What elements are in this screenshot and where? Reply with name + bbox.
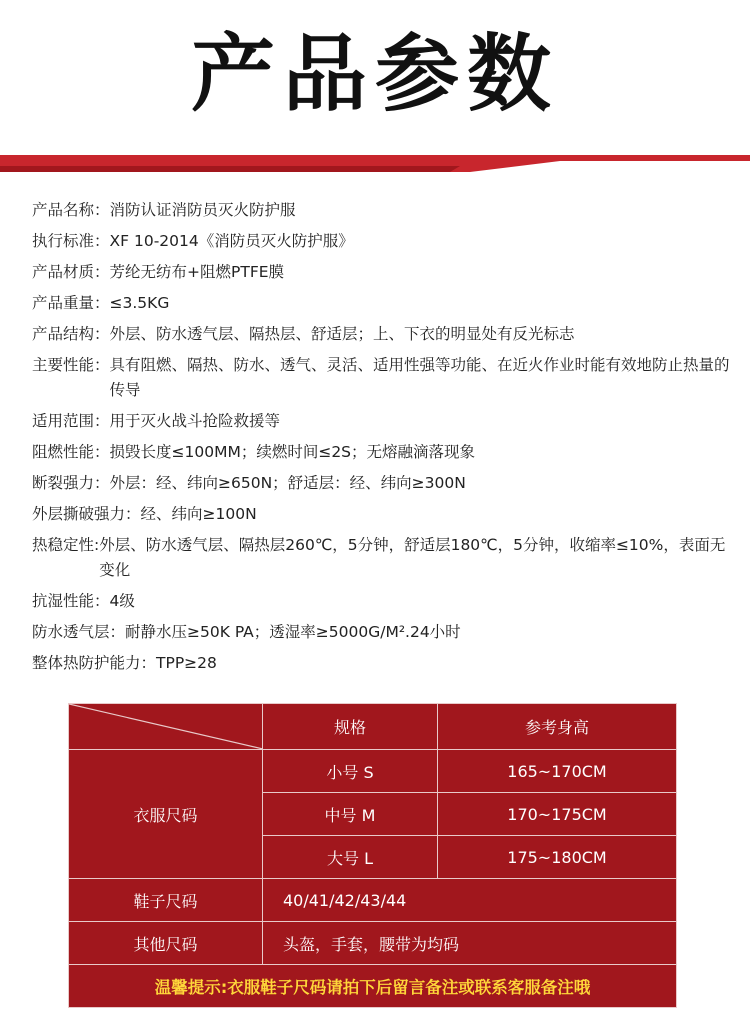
- param-row-performance: [32, 353, 732, 403]
- param-label: 整体热防护能力：: [32, 654, 157, 672]
- param-label: 主要性能：: [32, 356, 110, 374]
- param-label: 适用范围：: [32, 412, 110, 430]
- param-value: XF 10-2014《消防员灭火防护服》: [109, 232, 354, 250]
- diagonal-line: [69, 704, 263, 749]
- table-row: [69, 879, 677, 922]
- table-row: [69, 750, 677, 793]
- param-label: 断裂强力：: [32, 474, 110, 492]
- param-label: 产品名称：: [32, 201, 110, 219]
- param-value: 消防认证消防员灭火防护服: [109, 201, 296, 219]
- size-table: [68, 703, 677, 1008]
- param-row-waterproof: [32, 620, 732, 645]
- param-row-wet: [32, 589, 732, 614]
- param-label: 抗湿性能：: [32, 592, 110, 610]
- other-size-value: 头盔，手套，腰带为均码: [263, 922, 677, 965]
- table-row: [69, 965, 677, 1008]
- param-row-weight: [32, 291, 732, 316]
- clothing-height-cell: 170~175CM: [438, 793, 677, 836]
- clothing-height-cell: 165~170CM: [438, 750, 677, 793]
- param-label: 外层撕破强力：: [32, 505, 141, 523]
- parameter-list: [32, 198, 732, 682]
- param-value: 经、纬向≥100N: [140, 505, 257, 523]
- param-value: 外层、防水透气层、隔热层、舒适层；上、下衣的明显处有反光标志: [109, 325, 575, 343]
- param-value: 外层、防水透气层、隔热层260℃，5分钟，舒适层180℃，5分钟，收缩率≤10%，表面无变化: [99, 536, 726, 579]
- param-label: 防水透气层：: [32, 623, 126, 641]
- param-value: 损毁长度≤100MM；续燃时间≤2S；无熔融滴落现象: [109, 443, 476, 461]
- diagonal-corner-cell: [69, 704, 263, 750]
- param-row-tpp: [32, 651, 732, 676]
- size-table-header: [69, 704, 677, 750]
- param-value: 芳纶无纺布+阻燃PTFE膜: [109, 263, 285, 281]
- param-value: ≤3.5KG: [109, 294, 170, 312]
- page-title: 产品参数: [190, 25, 559, 123]
- param-value: 用于灭火战斗抢险救援等: [109, 412, 281, 430]
- shoe-size-label: 鞋子尺码: [69, 879, 263, 922]
- header-spec: 规格: [263, 704, 438, 750]
- param-row-standard: [32, 229, 732, 254]
- clothing-height-cell: 175~180CM: [438, 836, 677, 879]
- table-row: [69, 922, 677, 965]
- clothing-size-cell: 大号 L: [263, 836, 438, 879]
- clothing-size-label: 衣服尺码: [69, 750, 263, 879]
- clothing-size-cell: 中号 M: [263, 793, 438, 836]
- param-label: 产品重量：: [32, 294, 110, 312]
- param-label: 热稳定性:: [32, 536, 100, 554]
- param-value: 耐静水压≥50K PA；透湿率≥5000G/M².24小时: [125, 623, 461, 641]
- param-value: TPP≥28: [156, 654, 217, 672]
- param-row-structure: [32, 322, 732, 347]
- param-label: 产品材质：: [32, 263, 110, 281]
- shoe-size-value: 40/41/42/43/44: [263, 879, 677, 922]
- param-value: 具有阻燃、隔热、防水、透气、灵活、适用性强等功能、在近火作业时能有效地防止热量的传导: [109, 356, 730, 399]
- param-value: 外层：经、纬向≥650N；舒适层：经、纬向≥300N: [109, 474, 466, 492]
- clothing-size-cell: 小号 S: [263, 750, 438, 793]
- param-value: 4级: [109, 592, 135, 610]
- param-row-breaking: [32, 471, 732, 496]
- param-row-scope: [32, 409, 732, 434]
- warm-tip: 温馨提示:衣服鞋子尺码请拍下后留言备注或联系客服备注哦: [69, 965, 677, 1008]
- param-label: 执行标准：: [32, 232, 110, 250]
- param-label: 阻燃性能：: [32, 443, 110, 461]
- param-row-material: [32, 260, 732, 285]
- param-row-name: [32, 198, 732, 223]
- title-banner-stripe: [0, 148, 750, 178]
- param-row-thermal: [32, 533, 732, 583]
- header-height: 参考身高: [438, 704, 677, 750]
- param-label: 产品结构：: [32, 325, 110, 343]
- param-row-tear: [32, 502, 732, 527]
- param-row-flame: [32, 440, 732, 465]
- other-size-label: 其他尺码: [69, 922, 263, 965]
